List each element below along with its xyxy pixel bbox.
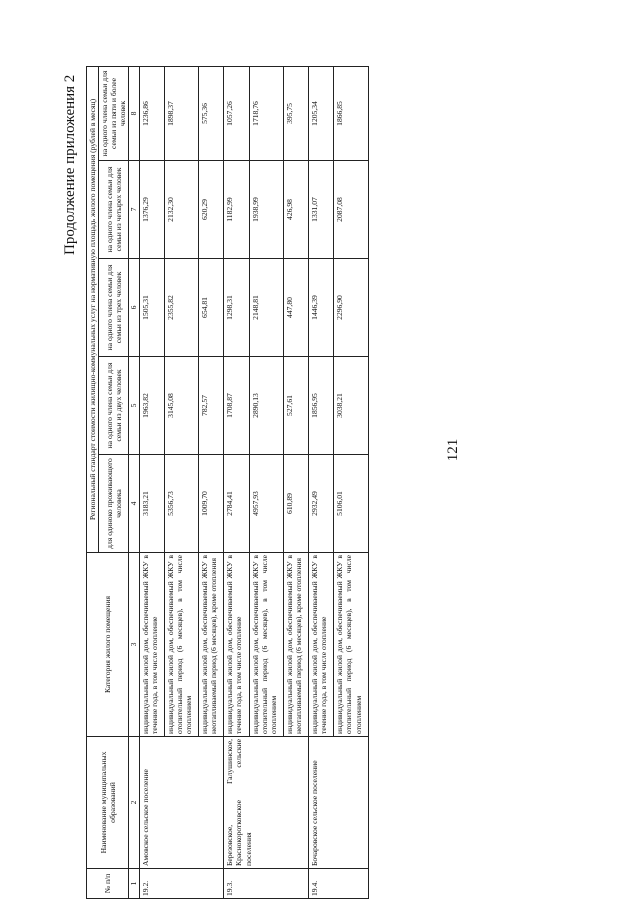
- column-number: 6: [129, 259, 139, 357]
- municipality-name: Березовское, Галушинское, Краснокоротковское сельские поселения: [224, 737, 309, 869]
- value-cell: 3038,21: [334, 357, 368, 455]
- housing-category: индивидуальный жилой дом, обеспечиваемый ЖКУ в течение года, в том числе отопление: [224, 553, 249, 737]
- value-cell: 1866,85: [334, 66, 368, 160]
- column-number: 1: [129, 869, 139, 899]
- value-cell: 2932,49: [309, 455, 334, 553]
- housing-category: индивидуальный жилой дом, обеспечиваемый ЖКУ в течение года, в том числе отопление: [309, 553, 334, 737]
- value-cell: 2890,13: [249, 357, 283, 455]
- standards-table: [86, 66, 369, 899]
- value-cell: 2148,81: [249, 259, 283, 357]
- column-number: 7: [129, 161, 139, 259]
- header-standard: Региональный стандарт стоимости жилищно-коммунальных услуг на нормативную площадь жилого помещения (рублей в месяц): [87, 66, 99, 552]
- value-cell: 1205,34: [309, 66, 334, 160]
- value-cell: 1446,39: [309, 259, 334, 357]
- housing-category: индивидуальный жилой дом, обеспечиваемый ЖКУ в отопительный период (6 месяцев), в том числе отоплением: [249, 553, 283, 737]
- value-cell: 1718,76: [249, 66, 283, 160]
- value-cell: 1505,31: [139, 259, 164, 357]
- value-cell: 654,81: [199, 259, 224, 357]
- value-cell: 3145,08: [164, 357, 198, 455]
- header-name: Наименование муниципальных образований: [87, 737, 129, 869]
- value-cell: 1376,29: [139, 161, 164, 259]
- row-number: 19.2.: [139, 869, 224, 899]
- housing-category: индивидуальный жилой дом, обеспечиваемый ЖКУ в неотапливаемый период (6 месяцев), кроме отопления: [283, 553, 308, 737]
- table-row: [224, 66, 249, 898]
- row-number: 19.3.: [224, 869, 309, 899]
- header-no: № п/п: [87, 869, 129, 899]
- table-row: [139, 66, 164, 898]
- value-cell: 575,36: [199, 66, 224, 160]
- value-cell: 1938,99: [249, 161, 283, 259]
- column-number: 2: [129, 737, 139, 869]
- value-cell: 1057,26: [224, 66, 249, 160]
- value-cell: 1898,37: [164, 66, 198, 160]
- value-cell: 5356,73: [164, 455, 198, 553]
- column-number: 3: [129, 553, 139, 737]
- value-cell: 2355,82: [164, 259, 198, 357]
- value-cell: 1009,70: [199, 455, 224, 553]
- value-cell: 426,98: [283, 161, 308, 259]
- value-cell: 1331,07: [309, 161, 334, 259]
- value-cell: 2087,08: [334, 161, 368, 259]
- subheader-five: на одного члена семьи для семьи из пяти и более человек: [99, 66, 129, 160]
- value-cell: 3183,21: [139, 455, 164, 553]
- value-cell: 1298,31: [224, 259, 249, 357]
- header-category: Категория жилого помещения: [87, 553, 129, 737]
- housing-category: индивидуальный жилой дом, обеспечиваемый ЖКУ в неотапливаемый период (6 месяцев), кроме отопления: [199, 553, 224, 737]
- subheader-two: на одного члена семьи для семьи из двух человек: [99, 357, 129, 455]
- housing-category: индивидуальный жилой дом, обеспечиваемый ЖКУ в течение года, в том числе отопление: [139, 553, 164, 737]
- subheader-four: на одного члена семьи для семьи из четырех человек: [99, 161, 129, 259]
- housing-category: индивидуальный жилой дом, обеспечиваемый ЖКУ в отопительный период (6 месяцев), в том числе отоплением: [334, 553, 368, 737]
- table-row: [309, 66, 334, 898]
- value-cell: 1963,82: [139, 357, 164, 455]
- value-cell: 2132,30: [164, 161, 198, 259]
- value-cell: 527,61: [283, 357, 308, 455]
- value-cell: 2296,90: [334, 259, 368, 357]
- appendix-title: Продолжение приложения 2: [62, 74, 78, 255]
- value-cell: 782,57: [199, 357, 224, 455]
- page-number: 121: [445, 438, 461, 462]
- housing-category: индивидуальный жилой дом, обеспечиваемый ЖКУ в отопительный период (6 месяцев), в том числе отоплением: [164, 553, 198, 737]
- subheader-three: на одного члена семьи для семьи из трех человек: [99, 259, 129, 357]
- subheader-single: для одиноко проживающего человека: [99, 455, 129, 553]
- municipality-name: Амовское сельское поселение: [139, 737, 224, 869]
- value-cell: 4957,93: [249, 455, 283, 553]
- column-number: 4: [129, 455, 139, 553]
- value-cell: 447,80: [283, 259, 308, 357]
- column-number: 5: [129, 357, 139, 455]
- column-number: 8: [129, 66, 139, 160]
- value-cell: 395,75: [283, 66, 308, 160]
- value-cell: 2784,41: [224, 455, 249, 553]
- value-cell: 1236,86: [139, 66, 164, 160]
- municipality-name: Бочаровское сельское поселение: [309, 737, 369, 869]
- value-cell: 610,89: [283, 455, 308, 553]
- value-cell: 1708,87: [224, 357, 249, 455]
- value-cell: 620,29: [199, 161, 224, 259]
- row-number: 19.4.: [309, 869, 369, 899]
- value-cell: 1182,99: [224, 161, 249, 259]
- value-cell: 5106,01: [334, 455, 368, 553]
- value-cell: 1856,95: [309, 357, 334, 455]
